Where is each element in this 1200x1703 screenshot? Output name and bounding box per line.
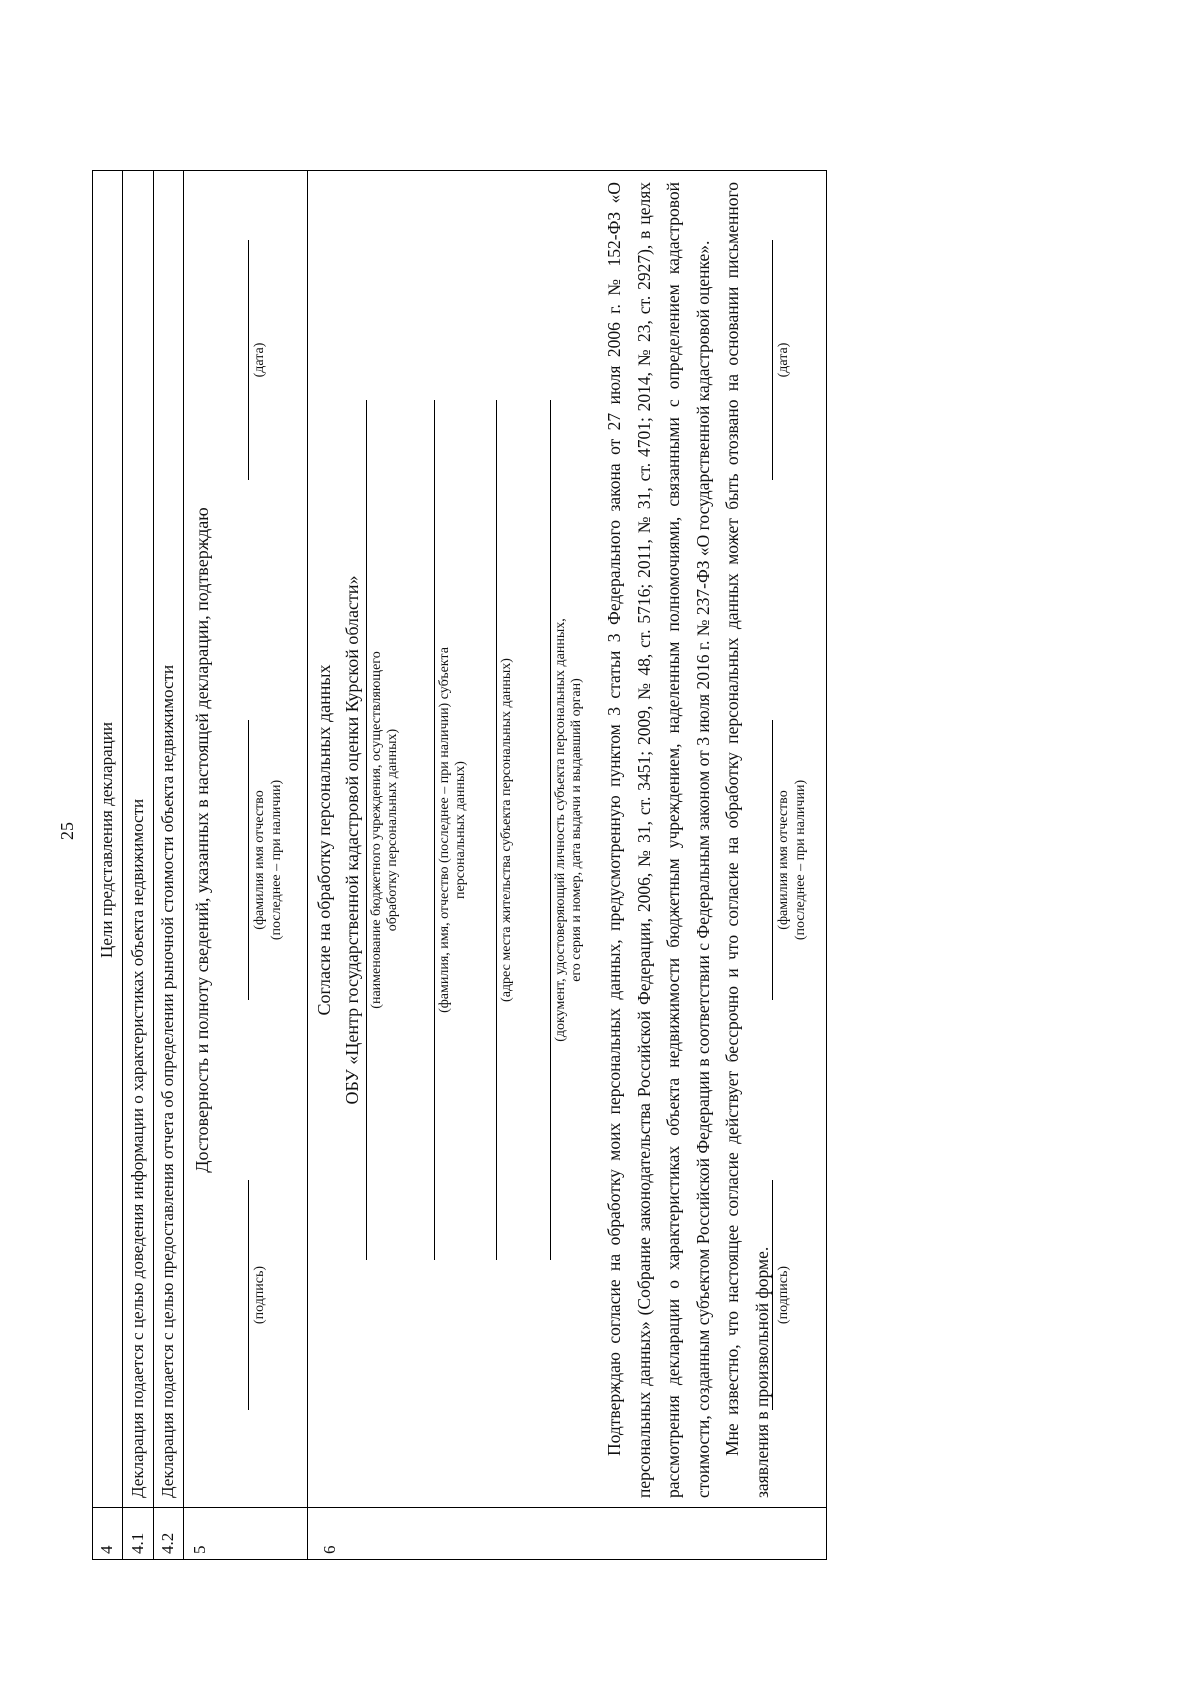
row-divider — [153, 170, 154, 1560]
row-6-address-line — [496, 400, 497, 1260]
row-5-date-line — [248, 240, 249, 480]
row-5-name-label-2: (последнее – при наличии) — [269, 779, 284, 941]
row-4-number: 4 — [97, 1545, 116, 1554]
row-5-statement: Достоверность и полноту сведений, указанных в настоящей декларации, подтверждаю — [192, 507, 212, 1173]
row-divider — [307, 170, 308, 1560]
row-6-document-label-2: его серия и номер, дата выдачи и выдавший орган) — [569, 678, 584, 982]
row-6-date-line — [772, 240, 773, 480]
row-6-document-line — [550, 400, 551, 1260]
declaration-table — [92, 170, 827, 1560]
row-6-subject-label-1: (фамилия, имя, отчество (последнее – при наличии) субъекта — [437, 647, 452, 1013]
row-6-name-label-2: (последнее – при наличии) — [793, 779, 808, 941]
row-6-address-label: (адрес места жительства субъекта персональных данных) — [499, 658, 514, 1002]
row-5-name-label-1: (фамилия имя отчество — [252, 790, 267, 930]
row-6-org: ОБУ «Центр государственной кадастровой оценки Курской области» — [342, 575, 362, 1105]
row-6-signature-label: (подпись) — [776, 1265, 791, 1325]
row-42-number: 4.2 — [158, 1532, 177, 1554]
row-42-text: Декларация подается с целью предоставления отчета об определении рыночной стоимости объекта недвижимости — [158, 664, 177, 1498]
row-6-consent-text — [600, 182, 777, 1498]
row-divider — [183, 170, 184, 1560]
rotated-content — [92, 170, 832, 1560]
row-6-signature-line — [772, 1180, 773, 1410]
consent-paragraph-2: Мне известно, что настоящее согласие действует бессрочно и что согласие на обработку персональных данных может быть отозвано на основании письменного заявления в произвольной форме. — [722, 182, 772, 1498]
row-6-document-label-1: (документ, удостоверяющий личность субъекта персональных данных, — [553, 618, 568, 1042]
row-6-heading: Согласие на обработку персональных данных — [314, 664, 334, 1016]
page-number: 25 — [57, 822, 77, 840]
row-5-date-label: (дата) — [252, 342, 267, 378]
row-6-name-label-1: (фамилия имя отчество — [776, 790, 791, 930]
row-6-subject-line — [434, 400, 435, 1260]
row-4-title: Цели представления декларации — [97, 722, 116, 958]
row-6-subject-label-2: персональных данных) — [453, 761, 468, 899]
row-6-number: 6 — [320, 1545, 339, 1554]
row-6-name-line — [772, 720, 773, 1000]
row-41-text: Декларация подается с целью доведения информации о характеристиках объекта недвижимости — [128, 798, 147, 1498]
number-column-divider — [92, 1507, 827, 1508]
row-6-org-label-1: (наименование бюджетного учреждения, осуществляющего — [369, 651, 384, 1009]
row-5-name-line — [248, 720, 249, 1000]
row-5-number: 5 — [190, 1545, 209, 1554]
row-41-number: 4.1 — [128, 1532, 147, 1554]
consent-paragraph-1: Подтверждаю согласие на обработку моих персональных данных, предусмотренную пунктом 3 статьи 3 Федерального закона от 27 июля 2006 г. № 152-ФЗ «О персональных данных» (Собрание законодательства Российской Федерации, 2006, № 31, ст. 3451; 2009, № 48, ст. 5716; 2011, № 31, ст. 4701; 2014, № 23, ст. 2927), в целях рассмотрения декларации о характеристиках объекта недвижимости бюджетным учреждением, наделенным полномочиями, связанными с определением кадастровой стоимости, созданным субъектом Российской Федерации в соответствии с Федеральным законом от 3 июля 2016 г. № 237-ФЗ «О государственной кадастровой оценке». — [604, 182, 713, 1498]
row-divider — [122, 170, 123, 1560]
row-6-date-label: (дата) — [776, 342, 791, 378]
row-5-signature-line — [248, 1180, 249, 1410]
row-6-org-label-2: обработку персональных данных) — [385, 728, 400, 932]
row-6-org-line — [366, 400, 367, 1260]
row-5-signature-label: (подпись) — [252, 1265, 267, 1325]
